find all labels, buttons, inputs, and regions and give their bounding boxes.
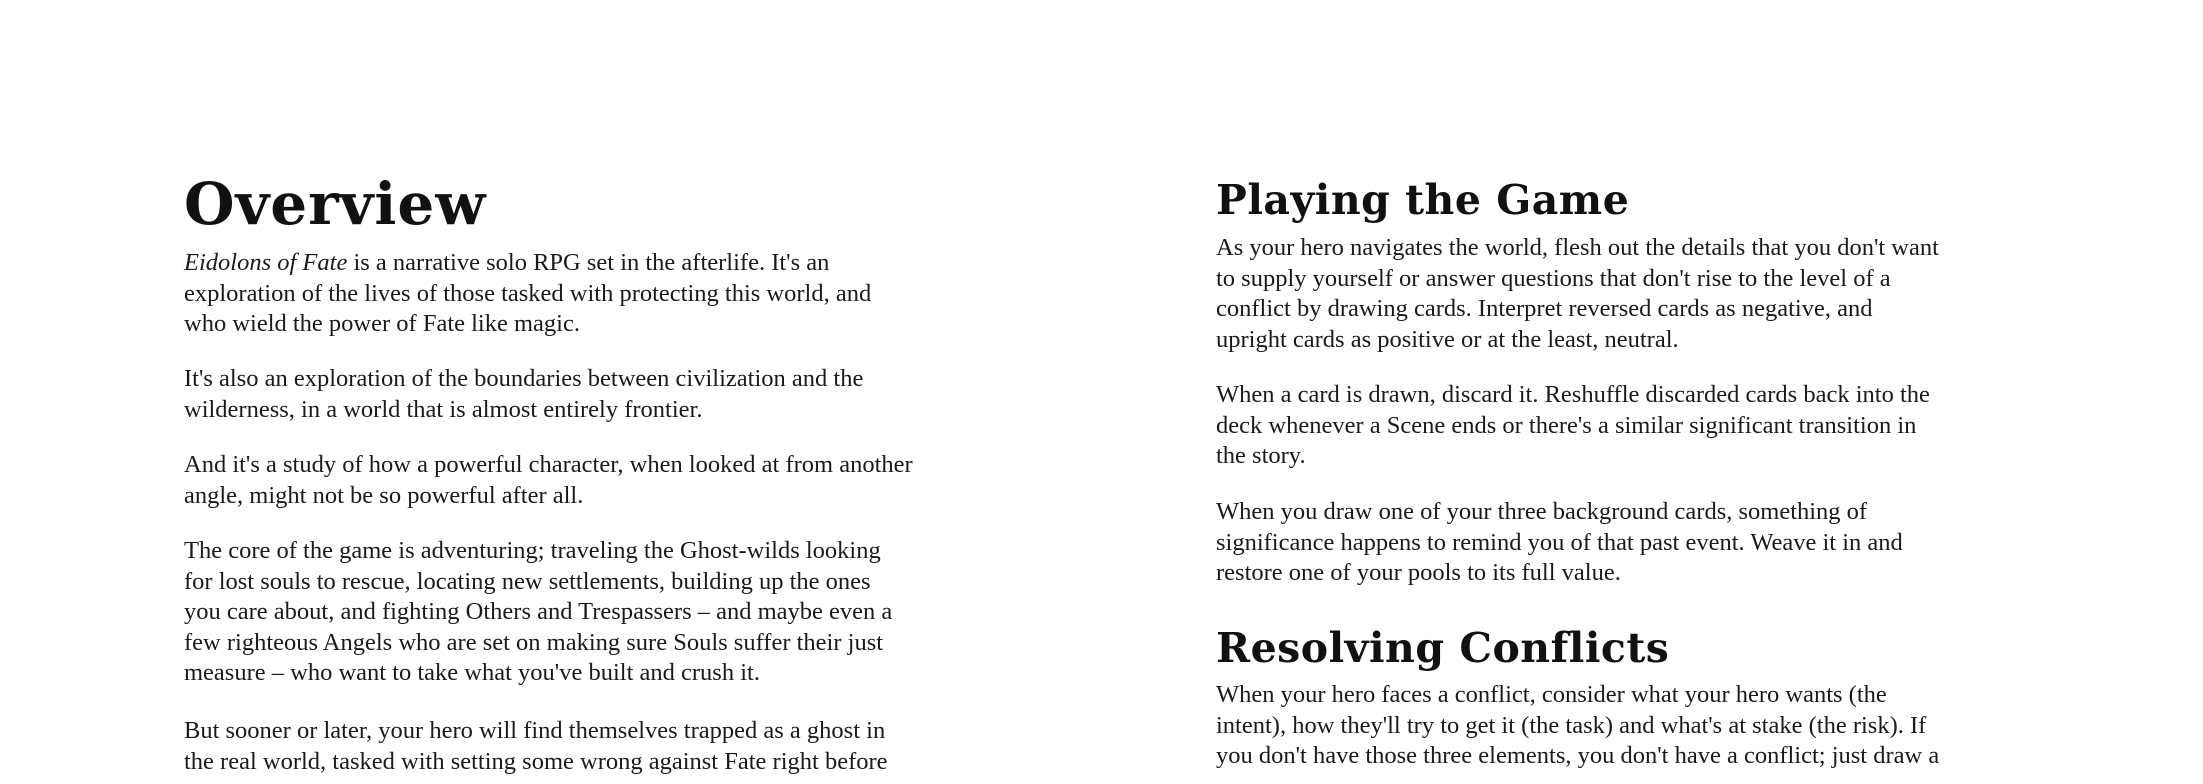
resolving-paragraph-1 xyxy=(1216,680,1939,772)
overview-paragraph-1 xyxy=(184,248,871,340)
text-line: who wield the power of Fate like magic. xyxy=(184,310,580,337)
text-line: As your hero navigates the world, flesh out the details that you don't want xyxy=(1216,234,1939,261)
text-line: The core of the game is adventuring; traveling the Ghost-wilds looking xyxy=(184,537,881,564)
text-line: But sooner or later, your hero will find themselves trapped as a ghost in xyxy=(184,717,886,744)
text-line: When a card is drawn, discard it. Reshuffle discarded cards back into the xyxy=(1216,381,1930,408)
text-line: significance happens to remind you of that past event. Weave it in and xyxy=(1216,528,1903,556)
text-line: restore one of your pools to its full value. xyxy=(1216,559,1621,586)
text-line: When your hero faces a conflict, consider what your hero wants (the xyxy=(1216,681,1887,708)
text-run: is a narrative solo RPG set in the afterlife. It's an xyxy=(347,249,830,276)
resolving-conflicts-heading: Resolving Conflicts xyxy=(1216,624,1670,672)
playing-paragraph-1 xyxy=(1216,233,1939,355)
text-line: you care about, and fighting Others and Trespassers – and maybe even a xyxy=(184,598,893,625)
text-line: to supply yourself or answer questions that don't rise to the level of a xyxy=(1216,264,1891,292)
text-line: It's also an exploration of the boundaries between civilization and the xyxy=(184,365,864,392)
text-line: measure – who want to take what you've built and crush it. xyxy=(184,659,760,686)
text-line: And it's a study of how a powerful character, when looked at from another xyxy=(184,451,913,478)
overview-paragraph-5 xyxy=(184,716,888,777)
text-line: exploration of the lives of those tasked with protecting this world, and xyxy=(184,279,872,307)
text-line: deck whenever a Scene ends or there's a similar significant transition in xyxy=(1216,411,1917,439)
text-line: angle, might not be so powerful after all. xyxy=(184,481,584,509)
text-line: the story. xyxy=(1216,442,1306,469)
overview-title: Overview xyxy=(184,170,487,238)
text-line: few righteous Angels who are set on making sure Souls suffer their just xyxy=(184,628,884,656)
text-line: When you draw one of your three background cards, something of xyxy=(1216,498,1868,525)
text-line: you don't have those three elements, you don't have a conflict; just draw a xyxy=(1216,742,1940,769)
overview-paragraph-2 xyxy=(184,364,863,425)
playing-the-game-heading: Playing the Game xyxy=(1216,176,1630,224)
text-line: upright cards as positive or at the least, neutral. xyxy=(1216,325,1679,353)
book-title: Eidolons of Fate xyxy=(184,249,348,276)
overview-paragraph-4 xyxy=(184,536,892,689)
playing-paragraph-2 xyxy=(1216,380,1930,472)
overview-paragraph-3 xyxy=(184,450,913,511)
playing-paragraph-3 xyxy=(1216,497,1903,589)
text-line: wilderness, in a world that is almost entirely frontier. xyxy=(184,395,703,423)
text-line xyxy=(184,248,871,279)
text-line: the real world, tasked with setting some wrong against Fate right before xyxy=(184,747,888,775)
text-line: for lost souls to rescue, locating new settlements, building up the ones xyxy=(184,567,871,595)
text-line: conflict by drawing cards. Interpret reversed cards as negative, and xyxy=(1216,295,1873,322)
text-line: intent), how they'll try to get it (the task) and what's at stake (the risk). If xyxy=(1216,711,1927,739)
